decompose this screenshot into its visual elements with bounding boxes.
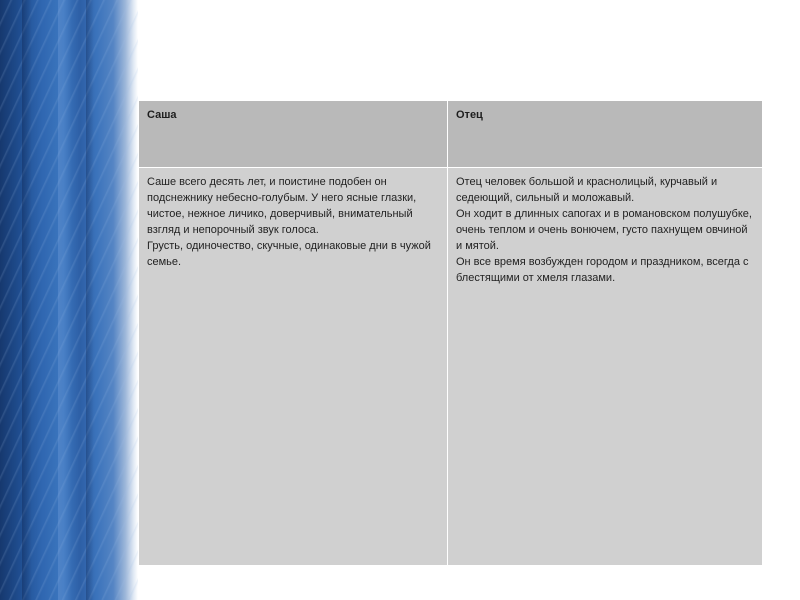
- father-paragraph-3: Он все время возбужден городом и праздником, всегда с блестящими от хмеля глазами.: [456, 256, 749, 284]
- table-row: [139, 168, 763, 566]
- band-stripe: [86, 0, 94, 600]
- cell-sasha-description: [139, 168, 448, 566]
- sasha-paragraph-2: Грусть, одиночество, скучные, одинаковые дни в чужой семье.: [147, 240, 431, 268]
- column-header-sasha: Саша: [139, 101, 448, 168]
- comparison-table: [138, 100, 763, 566]
- band-stripe: [22, 0, 32, 600]
- sasha-paragraph-1: Саше всего десять лет, и поистине подобен он подснежнику небесно-голубым. У него ясные глазки, чистое, нежное личико, доверчивый, внимательный взгляд и непорочный звук голоса.: [147, 176, 417, 236]
- comparison-table-container: [138, 100, 762, 566]
- father-paragraph-1: Отец человек большой и краснолицый, курчавый и седеющий, сильный и моложавый.: [456, 176, 718, 204]
- decorative-side-band: [0, 0, 138, 600]
- cell-father-description: [448, 168, 763, 566]
- column-header-father: Отец: [448, 101, 763, 168]
- band-stripe: [58, 0, 72, 600]
- table-header-row: [139, 101, 763, 168]
- father-paragraph-2: Он ходит в длинных сапогах и в романовском полушубке, очень теплом и очень вонючем, густо пахнущем овчиной и мятой.: [456, 208, 752, 252]
